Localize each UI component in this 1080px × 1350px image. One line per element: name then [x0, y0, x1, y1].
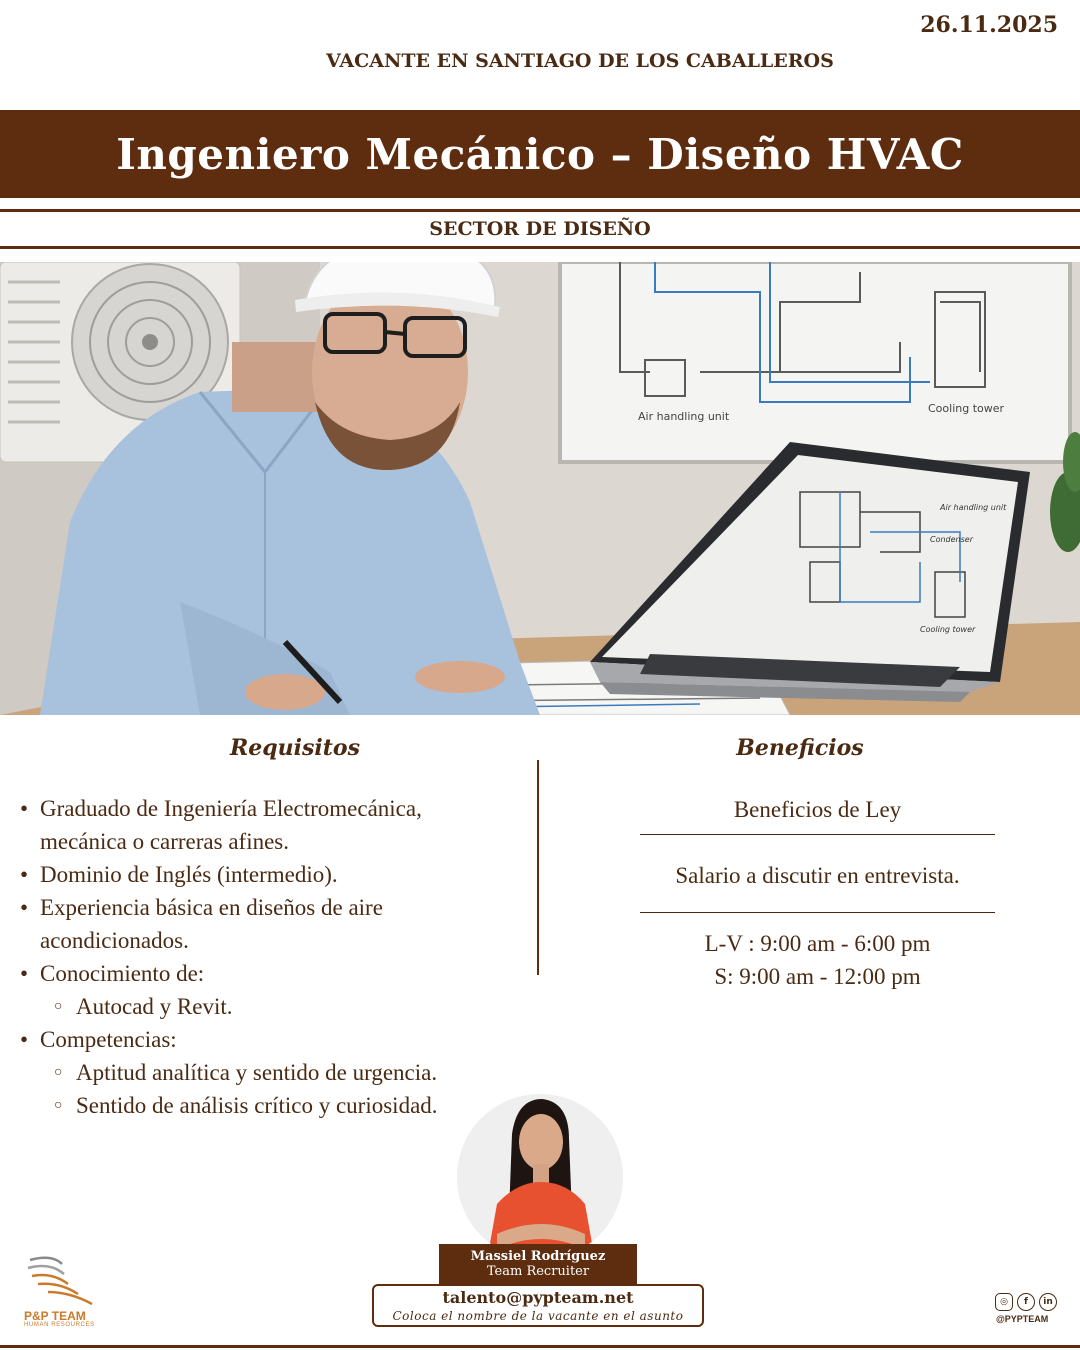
sector-band [0, 209, 1080, 249]
requirement-subitem: ○ Autocad y Revit. [18, 990, 498, 1023]
post-date: 26.11.2025 [920, 12, 1058, 38]
whiteboard-image [560, 262, 1070, 462]
whiteboard-label-2: Cooling tower [928, 402, 1005, 415]
benefits-list [640, 790, 995, 993]
logo-text: P&P TEAM [24, 1309, 86, 1323]
requirement-item: • Experiencia básica en diseños de aire acondicionados. [18, 891, 498, 957]
benefits-heading: Beneficios [736, 735, 864, 761]
contact-email-link[interactable]: talento@pypteam.net [442, 1288, 634, 1307]
social-handle: @PYPTEAM [996, 1314, 1049, 1324]
requirement-item: • Competencias: [18, 1023, 498, 1056]
requirement-subitem: ○ Aptitud analítica y sentido de urgencia. [18, 1056, 498, 1089]
logo-subtext: HUMAN RESOURCES [24, 1322, 95, 1328]
schedule-weekdays: L-V : 9:00 am - 6:00 pm [704, 931, 931, 956]
recruiter-avatar [457, 1094, 623, 1260]
recruiter-role: Team Recruiter [486, 1264, 590, 1279]
requirement-subitem: ○ Sentido de análisis crítico y curiosidad. [18, 1089, 498, 1122]
laptop-label-3: Cooling tower [920, 625, 976, 634]
laptop-label-2: Condenser [930, 535, 973, 544]
linkedin-icon[interactable]: in [1039, 1293, 1057, 1311]
recruiter-label [439, 1244, 637, 1284]
bottom-border [0, 1345, 1080, 1348]
recruiter-name: Massiel Rodríguez [470, 1249, 606, 1264]
schedule [640, 913, 995, 993]
benefit-item: Beneficios de Ley [640, 790, 995, 835]
instagram-icon[interactable]: ◎ [995, 1293, 1013, 1311]
requirement-item: • Dominio de Inglés (intermedio). [18, 858, 498, 891]
facebook-icon[interactable]: f [1017, 1293, 1035, 1311]
requirement-item: • Conocimiento de: [18, 957, 498, 990]
contact-note: Coloca el nombre de la vacante en el asunto [392, 1309, 684, 1323]
sector-label: SECTOR DE DISEÑO [429, 218, 651, 240]
hero-photo [0, 262, 1080, 715]
requirement-item: • Graduado de Ingeniería Electromecánica, mecánica o carreras afines. [18, 792, 498, 858]
job-title: Ingeniero Mecánico – Diseño HVAC [116, 129, 964, 179]
social-icons [995, 1293, 1057, 1311]
column-divider [537, 760, 539, 975]
vacancy-location: VACANTE EN SANTIAGO DE LOS CABALLEROS [326, 50, 834, 72]
whiteboard-label-1: Air handling unit [638, 410, 730, 423]
benefit-item: Salario a discutir en entrevista. [640, 835, 995, 913]
contact-box [372, 1284, 704, 1327]
schedule-saturday: S: 9:00 am - 12:00 pm [714, 964, 921, 989]
laptop-label-1: Air handling unit [940, 503, 1007, 512]
requirements-list [18, 792, 498, 1122]
title-banner [0, 110, 1080, 198]
requirements-heading: Requisitos [230, 735, 360, 761]
